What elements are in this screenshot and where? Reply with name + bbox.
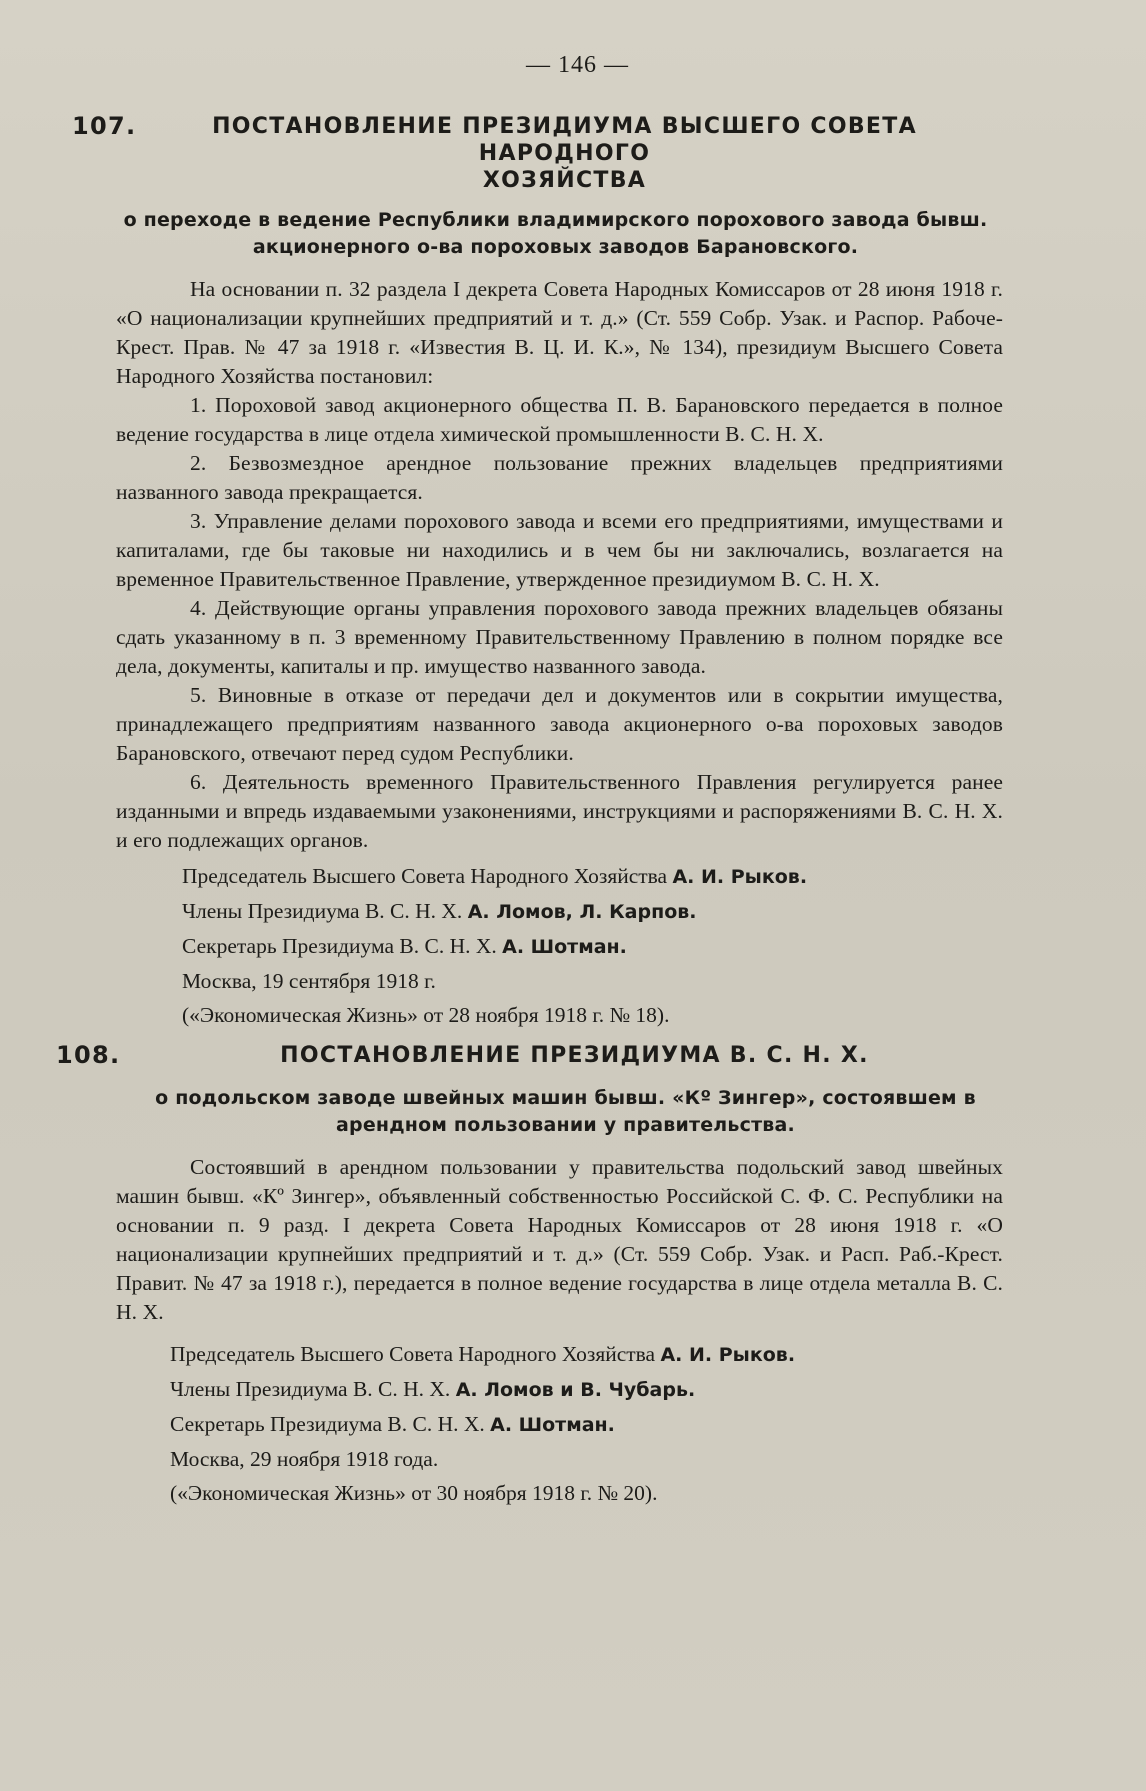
decree-107-signature-secretary — [116, 929, 1003, 964]
signature-role: Члены Президиума В. С. Н. Х. — [182, 899, 463, 923]
signature-name: А. И. Рыков. — [672, 866, 808, 888]
decree-108-title: ПОСТАНОВЛЕНИЕ ПРЕЗИДИУМА В. С. Н. Х. — [280, 1043, 869, 1068]
decree-107-clause-4: 4. Действующие органы управления порохового завода прежних владельцев обязаны сдать указанному в п. 3 временному Правительственному Правлению в полном порядке все дела, документы, капиталы и пр. имущество названного завода. — [116, 596, 1003, 678]
decree-107 — [72, 112, 1003, 1032]
decree-107-title-line1: ПОСТАНОВЛЕНИЕ ПРЕЗИДИУМА ВЫСШЕГО СОВЕТА НАРОДНОГО — [212, 114, 917, 166]
decree-108-number: 108. — [56, 1041, 121, 1069]
decree-108-signatures — [116, 1337, 1003, 1510]
signature-role: Члены Президиума В. С. Н. Х. — [170, 1377, 451, 1401]
section-divider — [116, 1032, 1003, 1042]
signature-role: Секретарь Президиума В. С. Н. Х. — [182, 934, 497, 958]
signature-role: Секретарь Президиума В. С. Н. Х. — [170, 1412, 485, 1436]
decree-107-signature-members — [116, 894, 1003, 929]
decree-107-heading — [72, 112, 1003, 194]
decree-107-signature-chairman — [116, 859, 1003, 894]
decree-108-signature-secretary — [116, 1407, 1003, 1442]
decree-107-source: («Экономическая Жизнь» от 28 ноября 1918 г. № 18). — [182, 1003, 670, 1027]
decree-108-signature-members — [116, 1372, 1003, 1407]
decree-107-number: 107. — [72, 112, 137, 140]
decree-107-title — [126, 113, 1003, 194]
decree-108-source: («Экономическая Жизнь» от 30 ноября 1918 г. № 20). — [170, 1481, 658, 1505]
signature-name: А. И. Рыков. — [660, 1344, 796, 1366]
decree-107-title-line2: ХОЗЯЙСТВА — [482, 168, 647, 193]
decree-107-place-date: Москва, 19 сентября 1918 г. — [182, 969, 436, 993]
decree-108-heading — [56, 1041, 1003, 1069]
decree-108-signature-chairman — [116, 1337, 1003, 1372]
page-number: — 146 — — [526, 52, 629, 78]
decree-107-clause-5: 5. Виновные в отказе от передачи дел и документов или в сокрытии имущества, принадлежащего предприятиям названного завода акционерного о-ва пороховых заводов Барановского, отвечают перед судом Республики. — [116, 683, 1003, 765]
signature-name: А. Ломов, Л. Карпов. — [467, 901, 697, 923]
signature-name: А. Ломов и В. Чубарь. — [455, 1379, 696, 1401]
signature-role: Председатель Высшего Совета Народного Хозяйства — [170, 1342, 656, 1366]
signature-name: А. Шотман. — [502, 936, 627, 958]
decree-108-body: Состоявший в арендном пользовании у правительства подольский завод швейных машин бывш. «Кº Зингер», объявленный собственностью Российской С. Ф. С. Республики на основании п. 9 разд. I декрета Совета Народных Комиссаров от 28 июня 1918 г. «О национализации крупнейших предприятий и т. д.» (Ст. 559 Собр. Узак. и Расп. Раб.-Крест. Правит. № 47 за 1918 г.), передается в полное ведение государства в лице отдела металла В. С. Н. Х. — [116, 1155, 1003, 1324]
decree-107-preamble: На основании п. 32 раздела I декрета Совета Народных Комиссаров от 28 июня 1918 г. «О национализации крупнейших предприятий и т. д.» (Ст. 559 Собр. Узак. и Распор. Рабоче-Крест. Прав. № 47 за 1918 г. «Известия В. Ц. И. К.», № 134), президиум Высшего Совета Народного Хозяйства постановил: — [116, 277, 1003, 388]
decree-107-clause-6: 6. Деятельность временного Правительственного Правления регулируется ранее изданными и впредь издаваемыми узаконениями, инструкциями и распоряжениями В. С. Н. Х. и его подлежащих органов. — [116, 770, 1003, 852]
decree-108-subtitle: о подольском заводе швейных машин бывш. «Кº Зингер», состоявшем в арендном пользовании у правительства. — [155, 1087, 976, 1136]
signature-role: Председатель Высшего Совета Народного Хозяйства — [182, 864, 668, 888]
decree-107-clause-2: 2. Безвозмездное арендное пользование прежних владельцев предприятиями названного завода прекращается. — [116, 451, 1003, 504]
decree-107-clause-3: 3. Управление делами порохового завода и всеми его предприятиями, имуществами и капиталами, где бы таковые ни находились и в чем бы ни заключались, возлагается на временное Правительственное Правление, утвержденное президиумом В. С. Н. Х. — [116, 509, 1003, 591]
decree-107-subtitle: о переходе в ведение Республики владимирского порохового завода бывш. акционерного о-ва пороховых заводов Барановского. — [123, 209, 988, 258]
decree-107-clause-1: 1. Пороховой завод акционерного общества П. В. Барановского передается в полное ведение государства в лице отдела химической промышленности В. С. Н. Х. — [116, 393, 1003, 446]
signature-name: А. Шотман. — [490, 1414, 615, 1436]
decree-107-signatures — [116, 859, 1003, 1032]
decree-108-place-date: Москва, 29 ноября 1918 года. — [170, 1447, 439, 1471]
decree-108 — [56, 1041, 1003, 1510]
